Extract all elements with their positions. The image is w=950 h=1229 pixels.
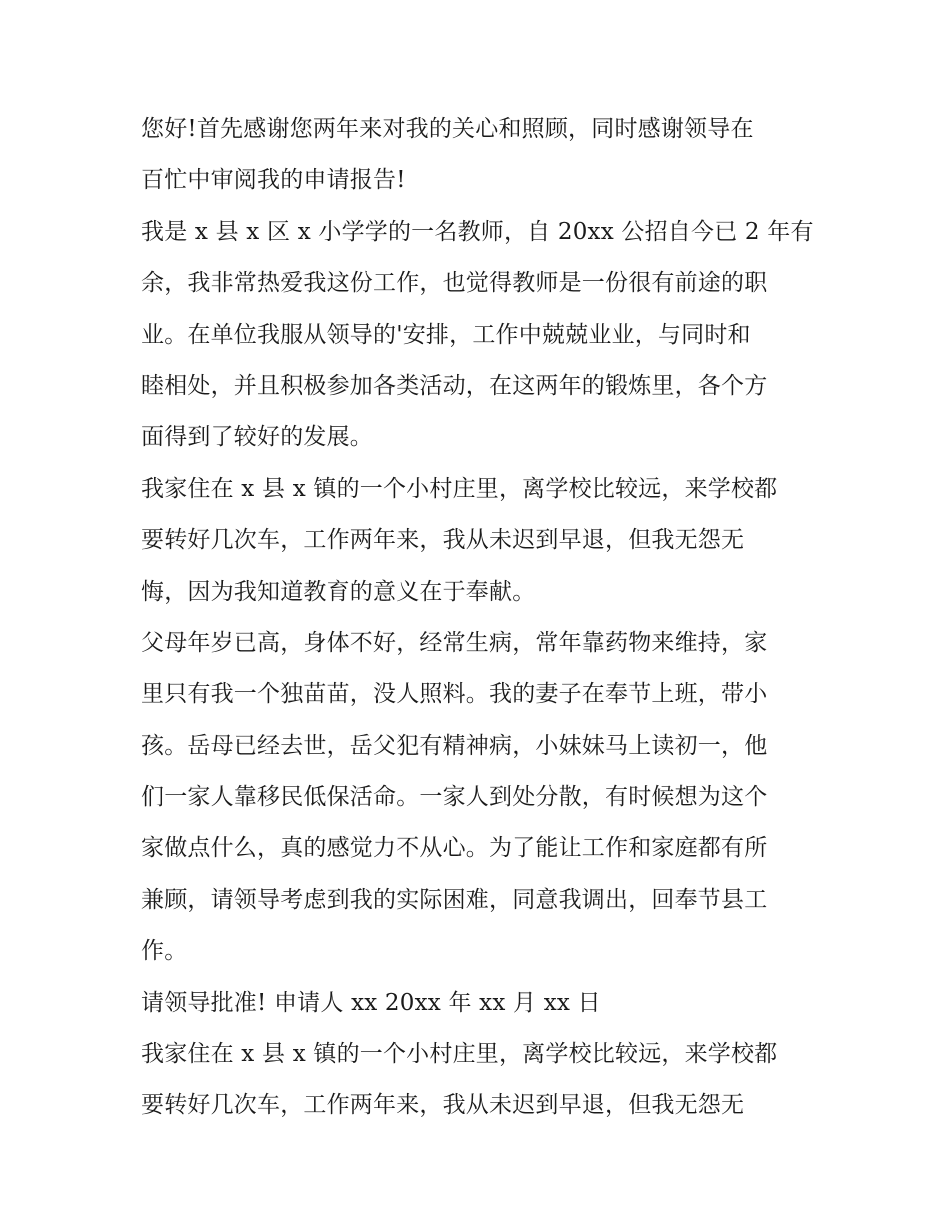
text-line: 您好!首先感谢您两年来对我的关心和照顾，同时感谢领导在 bbox=[141, 116, 754, 142]
text-line: 悔，因为我知道教育的意义在于奉献。 bbox=[141, 578, 536, 605]
text-line: 兼顾，请领导考虑到我的实际困难，同意我调出，回奉节县工 bbox=[141, 886, 768, 913]
text-line: 我家住在 x 县 x 镇的一个小村庄里，离学校比较远，来学校都 bbox=[141, 1041, 778, 1068]
text-line: 余，我非常热爱我这份工作，也觉得教师是一份很有前途的职 bbox=[141, 270, 768, 297]
text-line: 我家住在 x 县 x 镇的一个小村庄里，离学校比较远，来学校都 bbox=[141, 475, 778, 502]
text-line: 睦相处，并且积极参加各类活动，在这两年的锻炼里，各个方 bbox=[141, 372, 768, 399]
text-line: 家做点什么，真的感觉力不从心。为了能让工作和家庭都有所 bbox=[141, 835, 768, 862]
text-line: 要转好几次车，工作两年来，我从未迟到早退，但我无怨无 bbox=[141, 527, 745, 554]
text-line: 们一家人靠移民低保活命。一家人到处分散，有时候想为这个 bbox=[141, 784, 768, 811]
text-line: 业。在单位我服从领导的'安排，工作中兢兢业业，与同时和 bbox=[141, 321, 751, 348]
text-line: 孩。岳母已经去世，岳父犯有精神病，小妹妹马上读初一，他 bbox=[141, 732, 768, 759]
text-line: 百忙中审阅我的申请报告! bbox=[141, 167, 406, 194]
document-body bbox=[141, 104, 821, 1132]
text-line: 作。 bbox=[141, 938, 188, 965]
text-line: 父母年岁已高，身体不好，经常生病，常年靠药物来维持，家 bbox=[141, 629, 768, 656]
text-line: 要转好几次车，工作两年来，我从未迟到早退，但我无怨无 bbox=[141, 1092, 745, 1119]
signature-line: 请领导批准! 申请人 xx 20xx 年 xx 月 xx 日 bbox=[141, 989, 601, 1016]
text-line: 面得到了较好的发展。 bbox=[141, 424, 373, 451]
text-line: 里只有我一个独苗苗，没人照料。我的妻子在奉节上班，带小 bbox=[141, 681, 768, 708]
text-line: 我是 x 县 x 区 x 小学学的一名教师，自 20xx 公招自今已 2 年有 bbox=[141, 218, 814, 245]
